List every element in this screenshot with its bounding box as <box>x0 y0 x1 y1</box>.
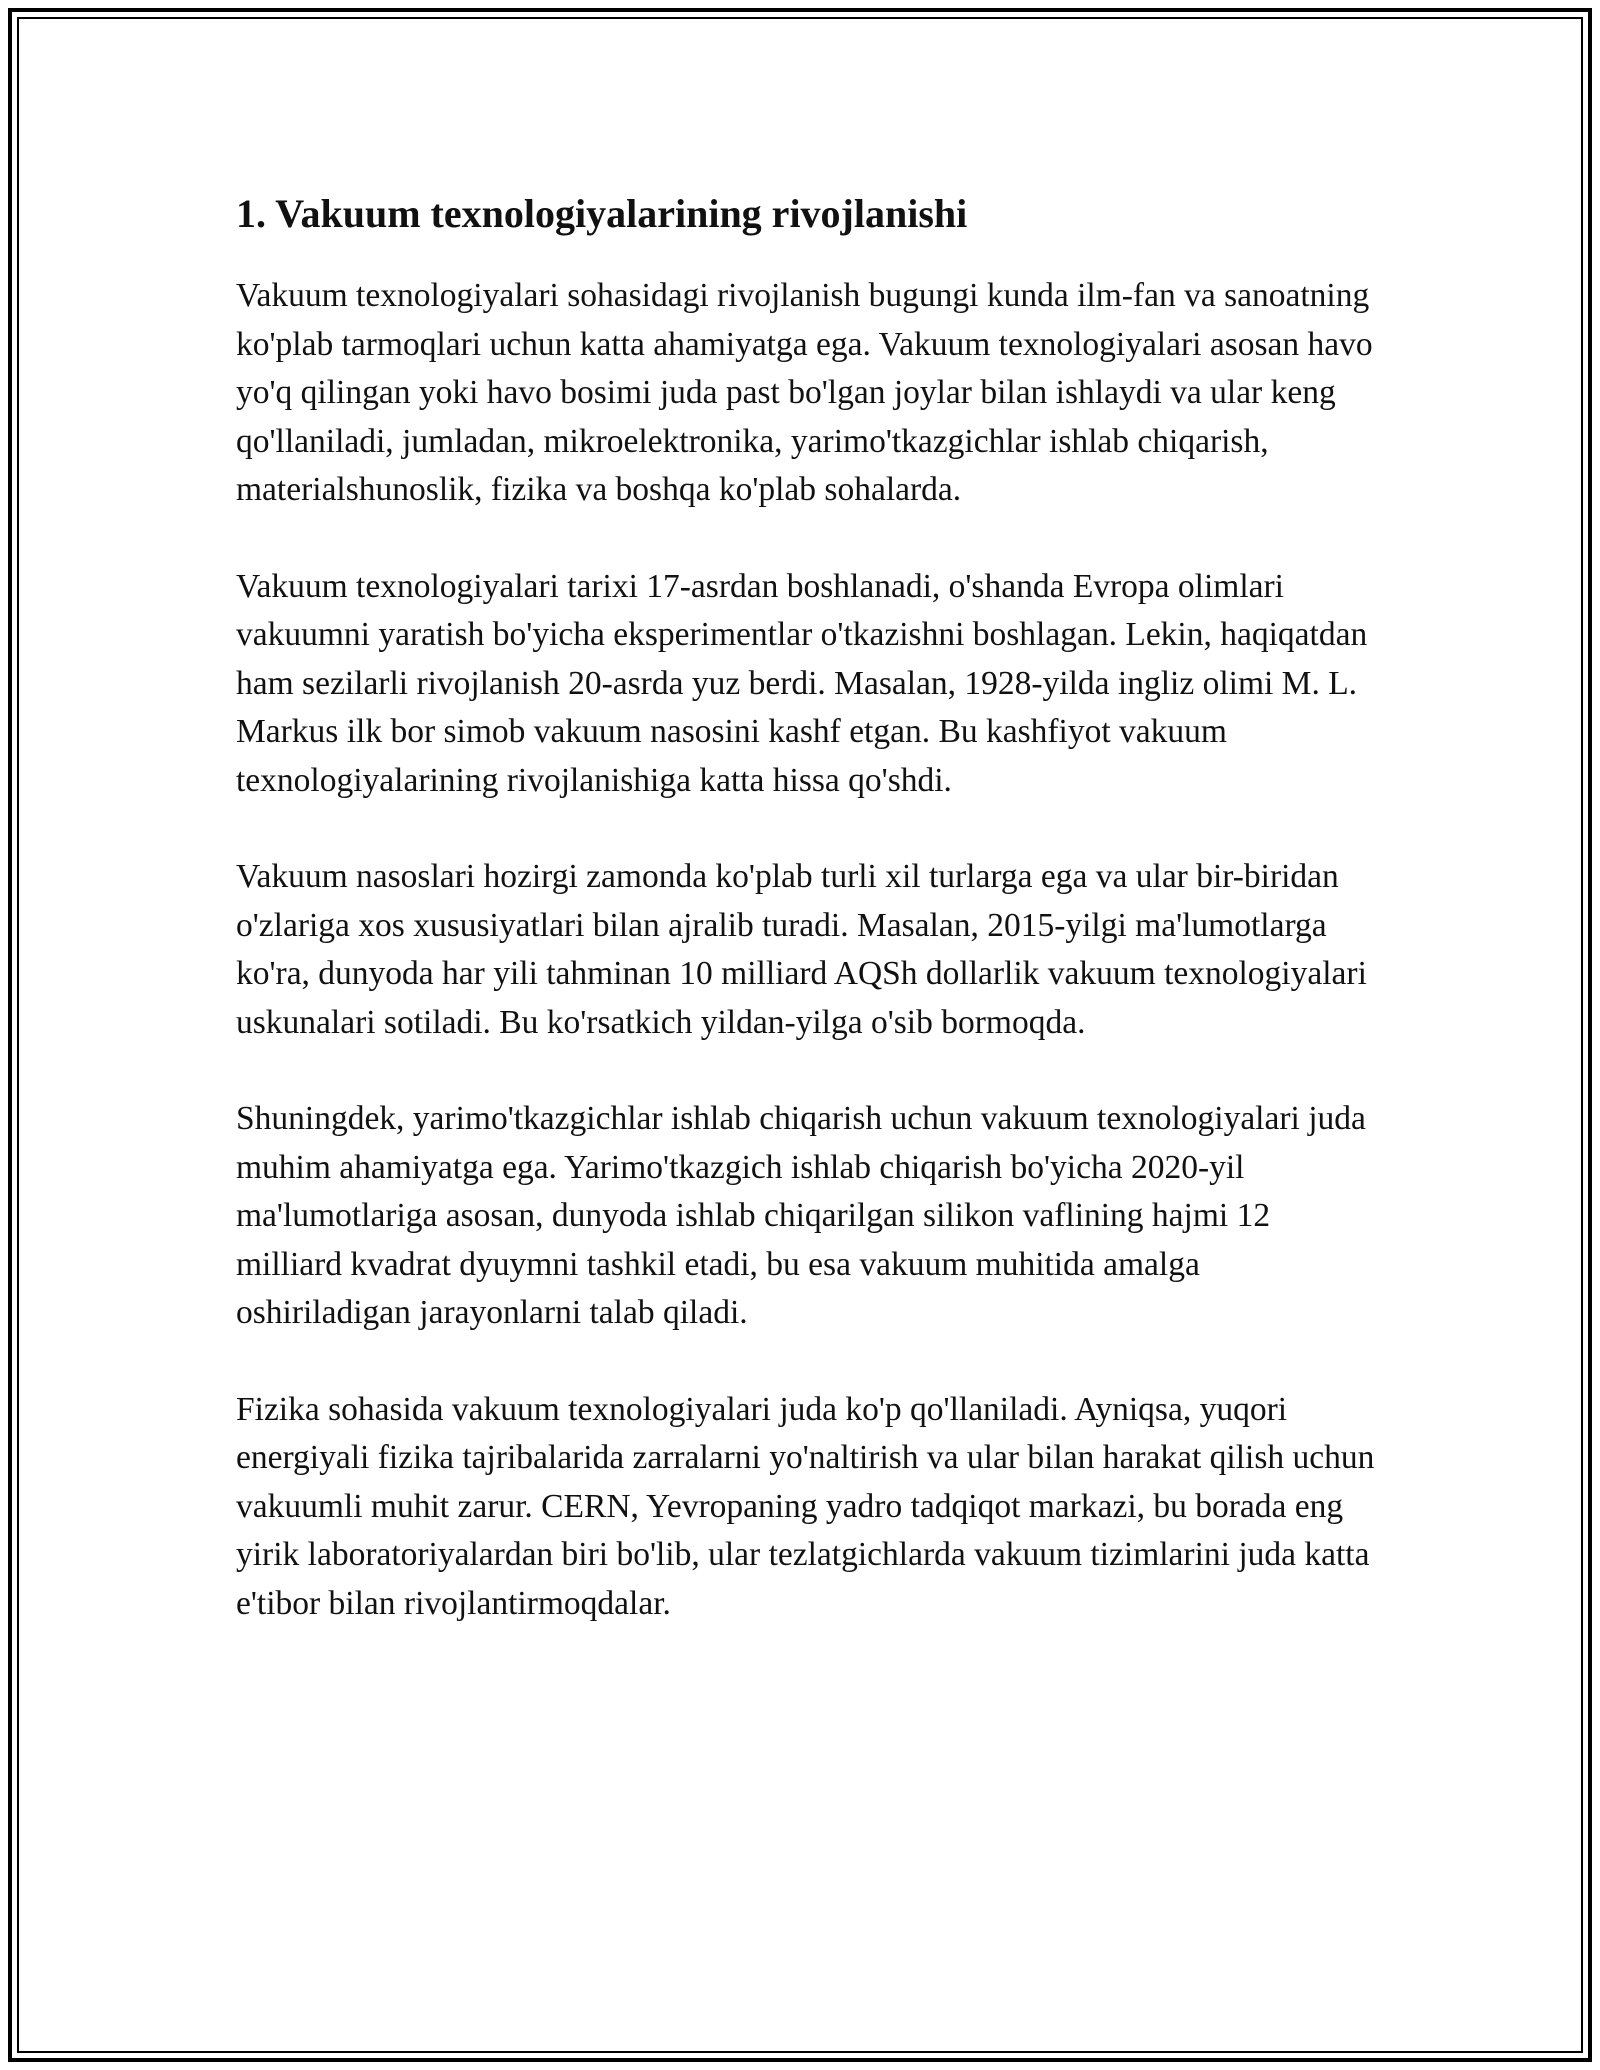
paragraph-3: Vakuum nasoslari hozirgi zamonda ko'plab turli xil turlarga ega va ular bir-biridan o'zlariga xos xususiyatlari bilan ajralib turadi. Masalan, 2015-yilgi ma'lumotlarga ko'ra, dunyoda har yili tahminan 10 milliard AQSh dollarlik vakuum texnologiyalari uskunalari sotiladi. Bu ko'rsatkich yildan-yilga o'sib bormoqda. <box>236 858 1367 1041</box>
paragraph-5: Fizika sohasida vakuum texnologiyalari juda ko'p qo'llaniladi. Ayniqsa, yuqori energiyali fizika tajribalarida zarralarni yo'naltirish va ular bilan harakat qilish uchun vakuumli muhit zarur. CERN, Yevropaning yadro tadqiqot markazi, bu borada eng yirik laboratoriyalardan biri bo'lib, ular tezlatgichlarda vakuum tizimlarini juda katta e'tibor bilan rivojlantirmoqdalar. <box>236 1390 1375 1622</box>
section-heading: 1. Vakuum texnologiyalarining rivojlanishi <box>236 191 968 236</box>
paragraph-1: Vakuum texnologiyalari sohasidagi rivojlanish bugungi kunda ilm-fan va sanoatning ko'plab tarmoqlari uchun katta ahamiyatga ega. Vakuum texnologiyalari asosan havo yo'q qilingan yoki havo bosimi juda past bo'lgan joylar bilan ishlaydi va ular keng qo'llaniladi, jumladan, mikroelektronika, yarimo'tkazgichlar ishlab chiqarish, materialshunoslik, fizika va boshqa ko'plab sohalarda. <box>236 277 1373 508</box>
document-body <box>236 186 1376 1676</box>
paragraph-4: Shuningdek, yarimo'tkazgichlar ishlab chiqarish uchun vakuum texnologiyalari juda muhim ahamiyatga ega. Yarimo'tkazgich ishlab chiqarish bo'yicha 2020-yil ma'lumotlariga asosan, dunyoda ishlab chiqarilgan silikon vaflining hajmi 12 milliard kvadrat dyuymni tashkil etadi, bu esa vakuum muhitida amalga oshiriladigan jarayonlarni talab qiladi. <box>236 1100 1366 1331</box>
paragraph-2: Vakuum texnologiyalari tarixi 17-asrdan boshlanadi, o'shanda Evropa olimlari vakuumni yaratish bo'yicha eksperimentlar o'tkazishni boshlagan. Lekin, haqiqatdan ham sezilarli rivojlanish 20-asrda yuz berdi. Masalan, 1928-yilda ingliz olimi M. L. Markus ilk bor simob vakuum nasosini kashf etgan. Bu kashfiyot vakuum texnologiyalarining rivojlanishiga katta hissa qo'shdi. <box>236 567 1368 799</box>
